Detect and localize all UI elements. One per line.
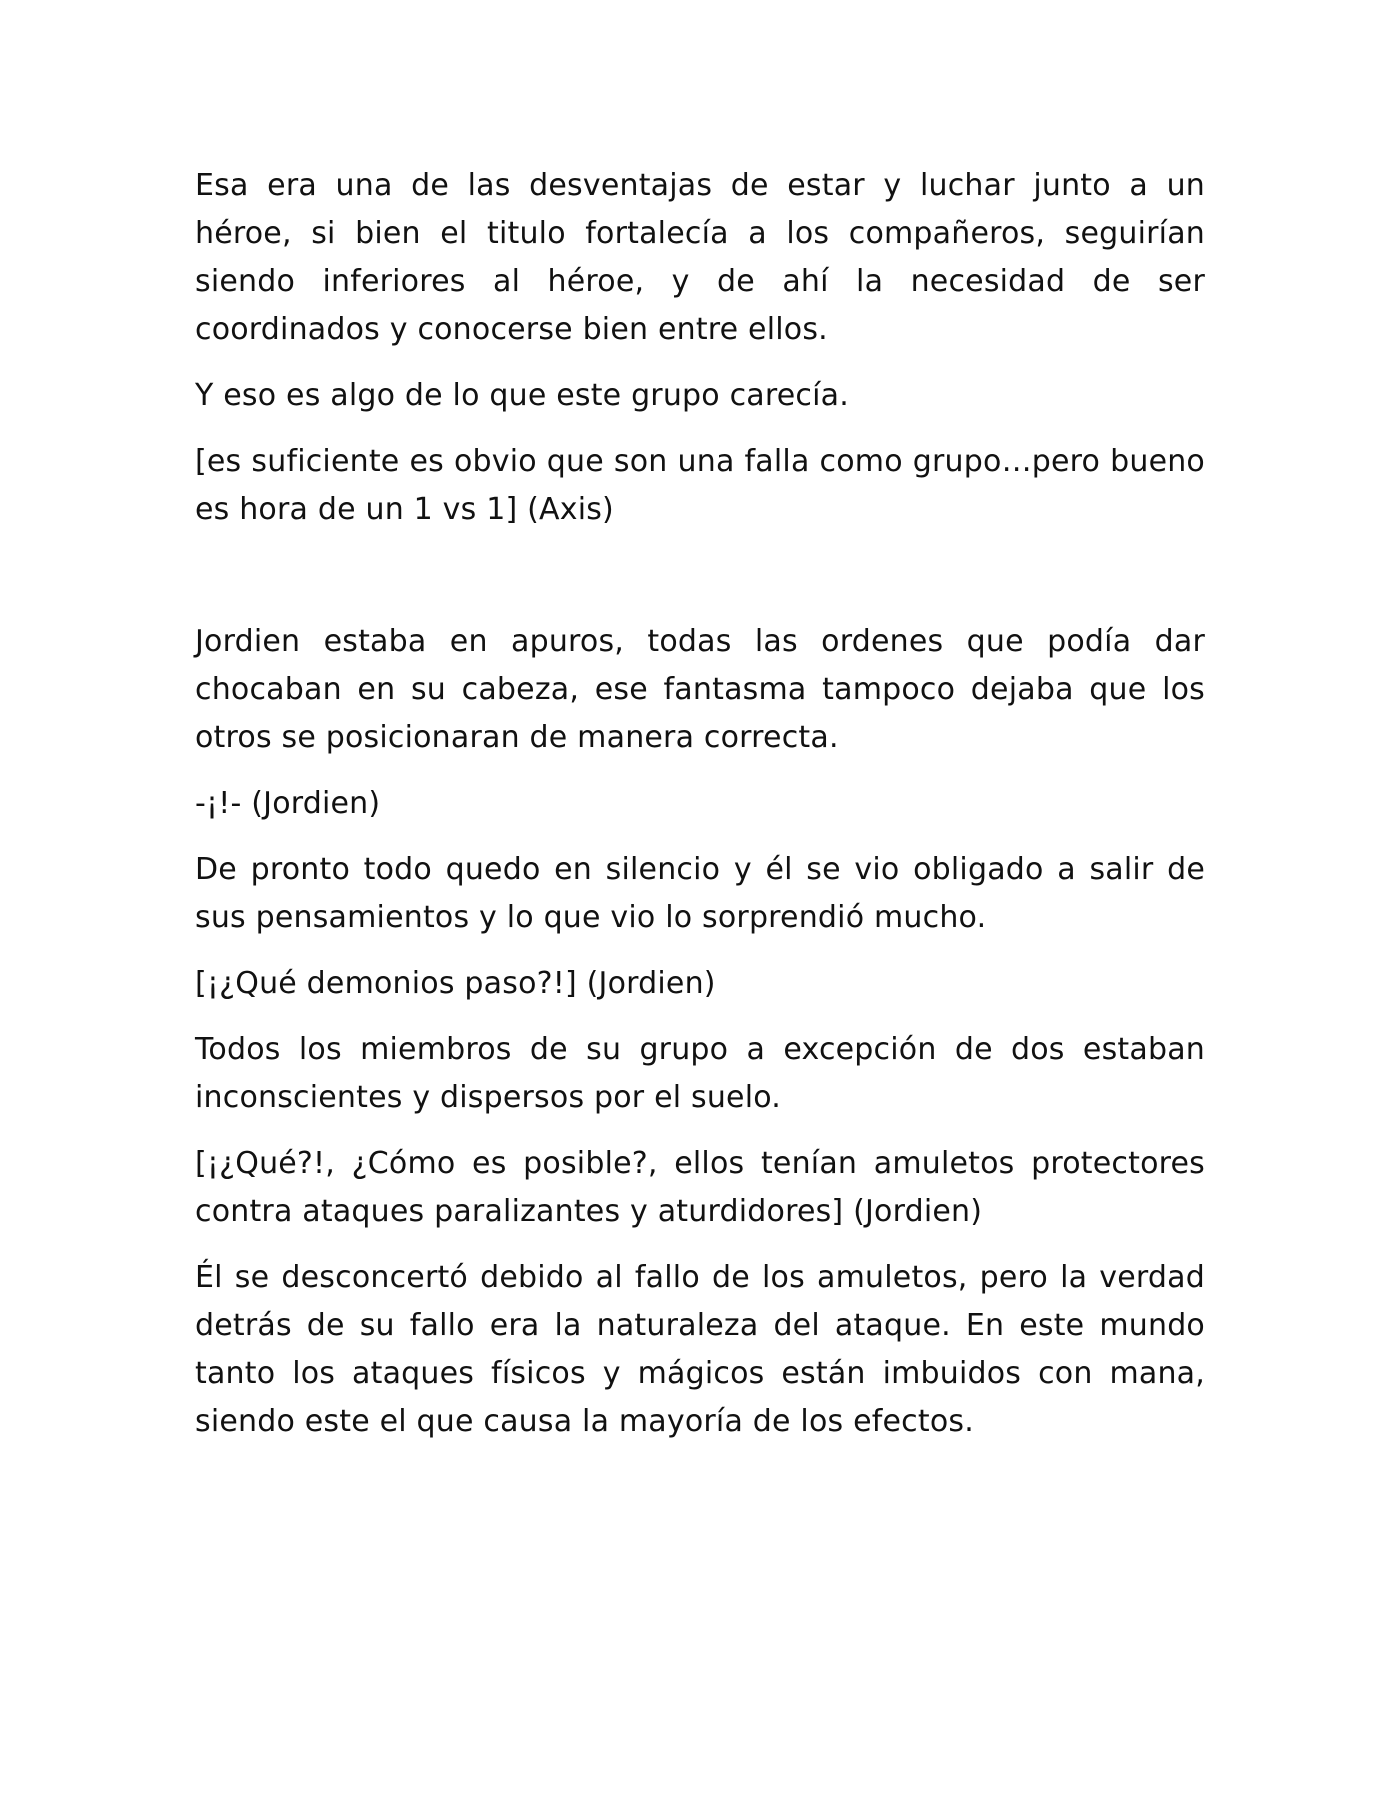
paragraph-members-unconscious: Todos los miembros de su grupo a excepción de dos estaban inconscientes y dispersos por el suelo.: [195, 1032, 1205, 1115]
paragraph-group-lacking: Y eso es algo de lo que este grupo carecía.: [195, 378, 849, 413]
paragraph-heroe-disadvantage: Esa era una de las desventajas de estar y luchar junto a un héroe, si bien el titulo fortalecía a los compañeros, seguirían siendo inferiores al héroe, y de ahí la necesidad de ser coordinados y conocerse bien entre ellos.: [195, 168, 1205, 347]
paragraph-silence: De pronto todo quedo en silencio y él se vio obligado a salir de sus pensamientos y lo que vio lo sorprendió mucho.: [195, 852, 1205, 935]
paragraph-amulet-failure: Él se desconcertó debido al fallo de los amuletos, pero la verdad detrás de su fallo era la naturaleza del ataque. En este mundo tanto los ataques físicos y mágicos están imbuidos con mana, siendo este el que causa la mayoría de los efectos.: [195, 1260, 1205, 1439]
paragraph-jordien-trouble: Jordien estaba en apuros, todas las ordenes que podía dar chocaban en su cabeza, ese fantasma tampoco dejaba que los otros se posicionaran de manera correcta.: [195, 624, 1205, 755]
section-break: [195, 552, 1205, 618]
document-body: [195, 162, 1205, 1464]
paragraph-axis-dialogue: [es suficiente es obvio que son una falla como grupo…pero bueno es hora de un 1 vs 1] (Axis): [195, 444, 1205, 527]
paragraph-jordien-amulets: [¡¿Qué?!, ¿Cómo es posible?, ellos tenían amuletos protectores contra ataques paralizantes y aturdidores] (Jordien): [195, 1146, 1205, 1229]
paragraph-jordien-exclamation: -¡!- (Jordien): [195, 786, 381, 821]
paragraph-jordien-what-happened: [¡¿Qué demonios paso?!] (Jordien): [195, 966, 716, 1001]
